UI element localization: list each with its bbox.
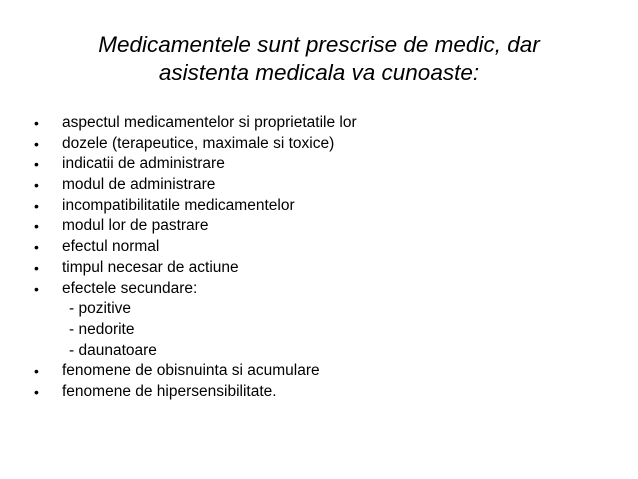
bullet-text: incompatibilitatile medicamentelor [62,196,295,214]
bullet-dot-icon: • [34,177,39,194]
bullet-item [0,154,638,175]
slide-title-line-1: Medicamentele sunt prescrise de medic, dar [98,32,540,57]
bullet-text: indicatii de administrare [62,155,225,173]
bullet-text: modul lor de pastrare [62,217,209,235]
bullet-item [0,382,638,403]
bullet-item [0,196,638,217]
sub-item-text: - pozitive [69,300,132,318]
bullet-text: fenomene de obisnuinta si acumulare [62,362,320,380]
slide-title-line-2: asistenta medicala va cunoaste: [158,60,480,85]
bullet-text: modul de administrare [62,176,216,194]
bullet-text: efectele secundare: [62,279,198,297]
bullet-text: aspectul medicamentelor si proprietatile lor [62,114,357,131]
bullet-item [0,113,638,134]
bullet-dot-icon: • [34,239,39,256]
slide-title [30,31,608,87]
sub-item [0,299,638,320]
sub-item [0,341,638,362]
bullet-dot-icon: • [34,135,39,152]
bullet-dot-icon: • [34,259,39,276]
bullet-text: fenomene de hipersensibilitate. [62,382,277,400]
bullet-item [0,279,638,300]
bullet-item [0,134,638,155]
bullet-item [0,258,638,279]
sub-item-text: - nedorite [69,320,135,338]
bullet-dot-icon: • [34,115,39,131]
sub-item-text: - daunatoare [69,341,157,359]
bullet-text: timpul necesar de actiune [62,258,239,276]
bullet-dot-icon: • [34,156,39,173]
bullet-dot-icon: • [34,197,39,214]
bullet-item [0,361,638,382]
bullet-text: dozele (terapeutice, maximale si toxice) [62,134,335,152]
bullet-text: efectul normal [62,238,160,256]
bullet-dot-icon: • [34,383,39,400]
bullet-dot-icon: • [34,280,39,297]
sub-item [0,320,638,341]
bullet-item [0,216,638,237]
bullet-list [0,113,638,403]
bullet-item [0,237,638,258]
bullet-dot-icon: • [34,218,39,235]
bullet-item [0,175,638,196]
bullet-dot-icon: • [34,363,39,380]
